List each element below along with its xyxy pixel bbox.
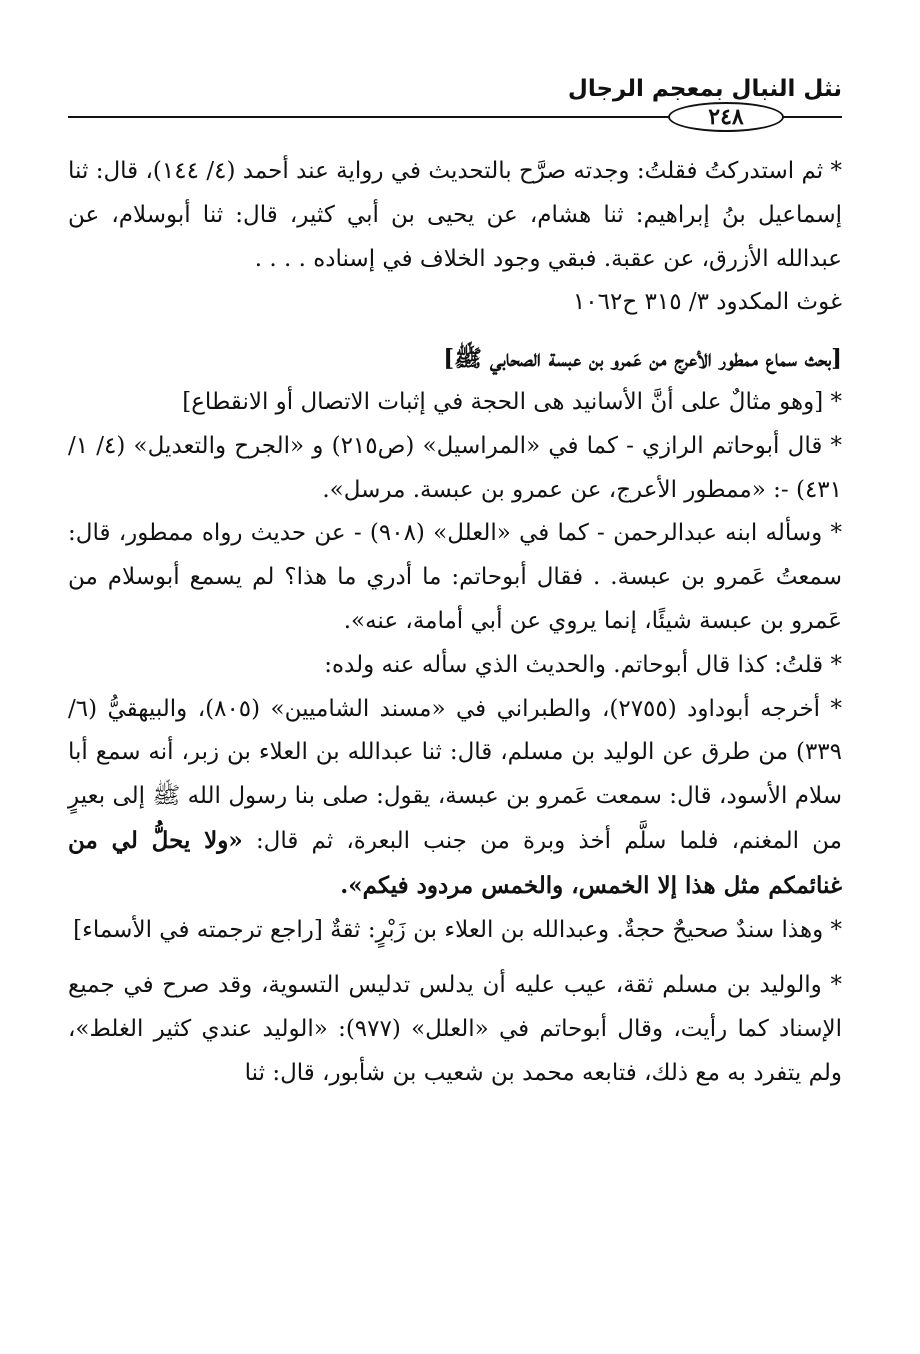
hadith-quote: «ولا يحلُّ لي من غنائمكم مثل هذا إلا الخمس، والخمس مردود فيكم». <box>68 826 842 899</box>
paragraph-abu-hatim-marasil: * قال أبوحاتم الرازي - كما في «المراسيل» (ص٢١٥) و «الجرح والتعديل» (٤/ ١/ ٤٣١) -: «ممطور الأعرج، عن عمرو بن عبسة. مرسل». <box>68 432 843 503</box>
paragraph-ahmad-narration: * ثم استدركتُ فقلتُ: وجدته صرَّح بالتحديث في رواية عند أحمد (٤/ ١٤٤)، قال: ثنا إسماعيل بنُ إبراهيم: ثنا هشام، عن يحيى بن أبي كثير، قال: ثنا أبوسلام، عن عبدالله الأزرق، عن عقبة. فبقي وجود الخلاف في إسناده . . . . <box>68 158 843 272</box>
page-number: ٢٤٨ <box>668 102 784 132</box>
page-body <box>68 150 842 1096</box>
page-header <box>68 70 842 130</box>
paragraph-comment: * قلتُ: كذا قال أبوحاتم. والحديث الذي سأله عنه ولده: <box>324 651 842 678</box>
paragraph-method-note: * [وهو مثالٌ على أنَّ الأسانيد هى الحجة في إثبات الاتصال أو الانقطاع] <box>182 388 842 415</box>
paragraph-walid-ibn-muslim: * والوليد بن مسلم ثقة، عيب عليه أن يدلس تدليس التسوية، وقد صرح في جميع الإسناد كما رأيت، وقال أبوحاتم في «العلل» (٩٧٧): «الوليد عندي كثير الغلط»، ولم يتفرد به مع ذلك، فتابعه محمد بن شعيب بن شأبور، قال: ثنا <box>68 972 842 1086</box>
source-citation: غوث المكدود ٣/ ٣١٥ ح١٠٦٢ <box>572 289 842 316</box>
paragraph-takhrij <box>68 688 842 909</box>
paragraph-ilal-question: * وسأله ابنه عبدالرحمن - كما في «العلل» (٩٠٨) - عن حديث رواه ممطور، قال: سمعتُ عَمرو بن عبسة. . فقال أبوحاتم: ما أدري ما هذا؟ لم يسمع أبوسلام من عَمرو بن عبسة شيئًا، إنما يروي عن أبي أمامة، عنه». <box>68 520 842 634</box>
book-title: نثل النبال بمعجم الرجال <box>567 76 842 102</box>
section-heading: [بحث سماع ممطور الأعرج من عَمرو بن عبسة الصحابي ﷺ] <box>443 345 842 373</box>
paragraph-grading: * وهذا سندٌ صحيحٌ حجةٌ. وعبدالله بن العلاء بن زَبْرٍ: ثقةٌ [راجع ترجمته في الأسماء] <box>73 916 842 943</box>
takhrij-text: * أخرجه أبوداود (٢٧٥٥)، والطبراني في «مسند الشاميين» (٨٠٥)، والبيهقيُّ (٦/ ٣٣٩) من طرق عن الوليد بن مسلم، قال: ثنا عبدالله بن العلاء بن زبر، أنه سمع أبا سلام الأسود، قال: سمعت عَمرو بن عبسة، يقول: صلى بنا رسول الله ﷺ إلى بعيرٍ من المغنم، فلما سلَّم أخذ وبرة من جنب البعرة، ثم قال: <box>68 695 843 854</box>
